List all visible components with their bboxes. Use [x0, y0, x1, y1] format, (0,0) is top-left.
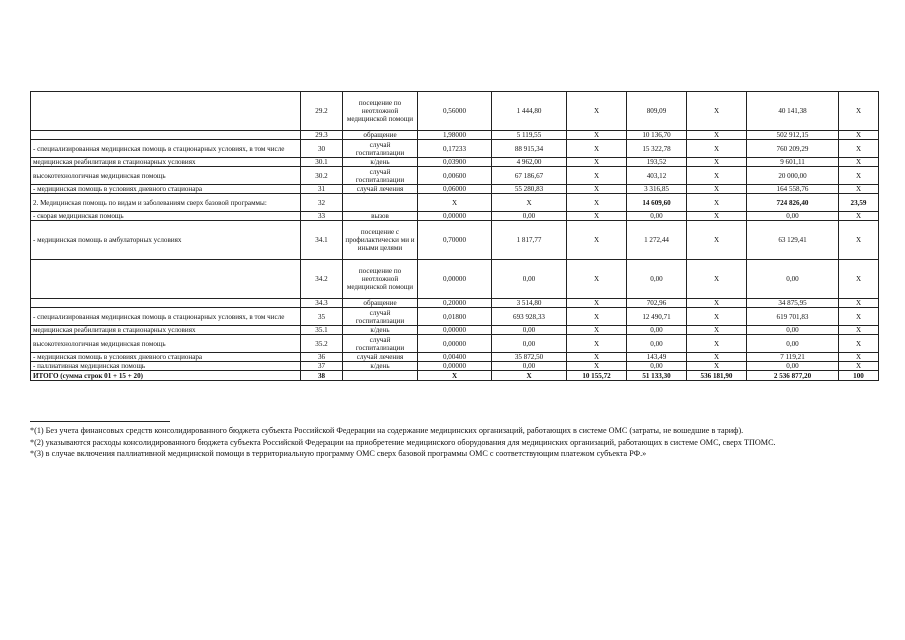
cell-unit: случай госпитализации — [343, 167, 418, 185]
cell-sum-oms: 164 558,76 — [747, 185, 839, 194]
cell-row-name: - паллиативная медицинская помощь — [31, 362, 301, 371]
cell-row-number: 30 — [301, 140, 343, 158]
cell-volume: 1,98000 — [418, 131, 492, 140]
cell-sum-oms: 7 119,21 — [747, 353, 839, 362]
cell-row-number: 38 — [301, 371, 343, 381]
cell-per-capita-oms: 0,00 — [627, 212, 687, 221]
cell-per-capita-budget: X — [567, 308, 627, 326]
cell-unit: посещение по неотложной медицинской помощи — [343, 260, 418, 299]
cell-sum-oms: 9 601,11 — [747, 158, 839, 167]
cell-cost-per-unit: 0,00 — [492, 335, 567, 353]
table-row — [31, 194, 879, 212]
cell-percent: X — [839, 167, 879, 185]
table-row — [31, 335, 879, 353]
cell-sum-budget: X — [687, 158, 747, 167]
cell-unit: к/день — [343, 158, 418, 167]
cell-cost-per-unit: 0,00 — [492, 260, 567, 299]
table-row — [31, 362, 879, 371]
cell-sum-budget: X — [687, 260, 747, 299]
cell-row-number: 35.2 — [301, 335, 343, 353]
table-row — [31, 185, 879, 194]
cell-sum-oms: 760 209,29 — [747, 140, 839, 158]
footnote-3: *(3) в случае включения паллиативной медицинской помощи в территориальную программу ОМС сверх базовой программы ОМС с соответствующим платежом субъекта РФ.» — [30, 449, 647, 458]
cell-per-capita-budget: X — [567, 353, 627, 362]
cell-cost-per-unit: X — [492, 371, 567, 381]
cell-row-number: 31 — [301, 185, 343, 194]
cell-unit: посещение по неотложной медицинской помощи — [343, 92, 418, 131]
cell-cost-per-unit: 3 514,80 — [492, 299, 567, 308]
cell-percent: X — [839, 158, 879, 167]
cell-row-name: - специализированная медицинская помощь в стационарных условиях, в том числе — [31, 308, 301, 326]
cell-sum-oms: 619 701,83 — [747, 308, 839, 326]
cell-volume: 0,20000 — [418, 299, 492, 308]
table-row — [31, 167, 879, 185]
footnotes — [30, 421, 878, 461]
cell-per-capita-budget: X — [567, 158, 627, 167]
footnote-rule — [30, 421, 170, 422]
cell-row-name: ИТОГО (сумма строк 01 + 15 + 20) — [31, 371, 301, 381]
table-row — [31, 260, 879, 299]
cell-row-number: 29.2 — [301, 92, 343, 131]
cell-row-number: 36 — [301, 353, 343, 362]
table-row — [31, 140, 879, 158]
cell-cost-per-unit: 0,00 — [492, 362, 567, 371]
cell-unit: обращение — [343, 131, 418, 140]
cell-cost-per-unit: 1 444,80 — [492, 92, 567, 131]
cell-row-name — [31, 260, 301, 299]
cell-volume: 0,00000 — [418, 326, 492, 335]
table-row — [31, 131, 879, 140]
cell-unit: обращение — [343, 299, 418, 308]
cell-cost-per-unit: 88 915,34 — [492, 140, 567, 158]
cell-sum-budget: X — [687, 362, 747, 371]
table-row — [31, 212, 879, 221]
cell-row-number: 34.1 — [301, 221, 343, 260]
cell-cost-per-unit: 693 928,33 — [492, 308, 567, 326]
cell-percent: X — [839, 353, 879, 362]
cell-per-capita-oms: 403,12 — [627, 167, 687, 185]
cell-percent: X — [839, 140, 879, 158]
cell-row-number: 30.2 — [301, 167, 343, 185]
cell-per-capita-oms: 0,00 — [627, 335, 687, 353]
cell-percent: X — [839, 326, 879, 335]
financing-table — [30, 91, 879, 381]
cell-sum-oms: 63 129,41 — [747, 221, 839, 260]
cell-row-number: 32 — [301, 194, 343, 212]
table-row — [31, 158, 879, 167]
cell-sum-oms: 0,00 — [747, 212, 839, 221]
cell-row-name: медицинская реабилитация в стационарных условиях — [31, 326, 301, 335]
cell-row-name: 2. Медицинская помощь по видам и заболеваниям сверх базовой программы: — [31, 194, 301, 212]
cell-row-name: - медицинская помощь в условиях дневного стационара — [31, 353, 301, 362]
cell-row-name: - медицинская помощь в амбулаторных условиях — [31, 221, 301, 260]
cell-unit: посещение с профилактически ми и иными целями — [343, 221, 418, 260]
cell-percent: X — [839, 131, 879, 140]
footnote-1: *(1) Без учета финансовых средств консолидированного бюджета субъекта Российской Федерации на содержание медицинских организаций, работающих в системе ОМС (затраты, не вошедшие в тариф). — [30, 426, 744, 435]
table-row — [31, 308, 879, 326]
cell-percent: X — [839, 212, 879, 221]
cell-unit — [343, 371, 418, 381]
cell-sum-oms: 34 875,95 — [747, 299, 839, 308]
cell-percent: X — [839, 221, 879, 260]
cell-volume: 0,56000 — [418, 92, 492, 131]
cell-per-capita-oms: 14 609,60 — [627, 194, 687, 212]
cell-volume: 0,06000 — [418, 185, 492, 194]
cell-volume: 0,00000 — [418, 362, 492, 371]
cell-sum-budget: X — [687, 299, 747, 308]
cell-row-number: 34.3 — [301, 299, 343, 308]
cell-sum-oms: 0,00 — [747, 335, 839, 353]
cell-per-capita-oms: 0,00 — [627, 362, 687, 371]
cell-per-capita-budget: X — [567, 185, 627, 194]
cell-per-capita-oms: 143,49 — [627, 353, 687, 362]
cell-percent: X — [839, 260, 879, 299]
cell-sum-budget: X — [687, 92, 747, 131]
cell-volume: 0,01800 — [418, 308, 492, 326]
cell-per-capita-budget: X — [567, 326, 627, 335]
cell-per-capita-oms: 10 136,70 — [627, 131, 687, 140]
cell-percent: X — [839, 335, 879, 353]
cell-unit: вызов — [343, 212, 418, 221]
cell-sum-budget: X — [687, 353, 747, 362]
cell-volume: 0,00000 — [418, 260, 492, 299]
cell-per-capita-oms: 193,52 — [627, 158, 687, 167]
cell-sum-oms: 0,00 — [747, 362, 839, 371]
cell-volume: 0,70000 — [418, 221, 492, 260]
cell-volume: 0,00000 — [418, 212, 492, 221]
cell-row-number: 35 — [301, 308, 343, 326]
cell-row-name: медицинская реабилитация в стационарных условиях — [31, 158, 301, 167]
cell-per-capita-budget: X — [567, 194, 627, 212]
cell-sum-budget: X — [687, 185, 747, 194]
cell-sum-oms: 20 000,00 — [747, 167, 839, 185]
cell-per-capita-budget: X — [567, 335, 627, 353]
cell-unit: случай госпитализации — [343, 308, 418, 326]
cell-cost-per-unit: 0,00 — [492, 212, 567, 221]
cell-row-number: 30.1 — [301, 158, 343, 167]
cell-percent: X — [839, 92, 879, 131]
cell-per-capita-budget: X — [567, 140, 627, 158]
table-row — [31, 92, 879, 131]
cell-sum-budget: X — [687, 212, 747, 221]
cell-percent: 23,59 — [839, 194, 879, 212]
cell-row-name: - специализированная медицинская помощь в стационарных условиях, в том числе — [31, 140, 301, 158]
cell-volume: 0,00000 — [418, 335, 492, 353]
cell-sum-oms: 724 826,40 — [747, 194, 839, 212]
table-row — [31, 326, 879, 335]
cell-row-name: высокотехнологичная медицинская помощь — [31, 335, 301, 353]
cell-per-capita-budget: X — [567, 260, 627, 299]
cell-unit: случай лечения — [343, 353, 418, 362]
cell-row-name — [31, 299, 301, 308]
cell-row-name — [31, 92, 301, 131]
cell-row-number: 35.1 — [301, 326, 343, 335]
cell-per-capita-budget: X — [567, 167, 627, 185]
cell-unit: к/день — [343, 326, 418, 335]
cell-volume: 0,00600 — [418, 167, 492, 185]
cell-per-capita-oms: 0,00 — [627, 326, 687, 335]
cell-volume: 0,17233 — [418, 140, 492, 158]
cell-percent: X — [839, 299, 879, 308]
cell-per-capita-oms: 15 322,78 — [627, 140, 687, 158]
cell-row-name: - медицинская помощь в условиях дневного стационара — [31, 185, 301, 194]
cell-per-capita-oms: 3 316,85 — [627, 185, 687, 194]
cell-unit: к/день — [343, 362, 418, 371]
cell-sum-budget: X — [687, 335, 747, 353]
cell-percent: 100 — [839, 371, 879, 381]
cell-per-capita-oms: 702,96 — [627, 299, 687, 308]
cell-per-capita-budget: X — [567, 221, 627, 260]
cell-per-capita-budget: X — [567, 212, 627, 221]
cell-row-number: 34.2 — [301, 260, 343, 299]
cell-per-capita-budget: 10 155,72 — [567, 371, 627, 381]
cell-sum-budget: X — [687, 308, 747, 326]
cell-per-capita-oms: 12 490,71 — [627, 308, 687, 326]
cell-cost-per-unit: 4 962,00 — [492, 158, 567, 167]
cell-unit: случай госпитализации — [343, 335, 418, 353]
cell-per-capita-oms: 1 272,44 — [627, 221, 687, 260]
cell-sum-oms: 0,00 — [747, 326, 839, 335]
cell-percent: X — [839, 362, 879, 371]
cell-sum-oms: 0,00 — [747, 260, 839, 299]
cell-volume: 0,03900 — [418, 158, 492, 167]
cell-percent: X — [839, 185, 879, 194]
table-row — [31, 221, 879, 260]
cell-sum-budget: X — [687, 221, 747, 260]
cell-cost-per-unit: 1 817,77 — [492, 221, 567, 260]
cell-volume: X — [418, 194, 492, 212]
footnote-2: *(2) указываются расходы консолидированного бюджета субъекта Российской Федерации на приобретение медицинского оборудования для медицинских организаций, работающих в системе ОМС, сверх ТПОМС. — [30, 437, 776, 447]
cell-cost-per-unit: 35 872,50 — [492, 353, 567, 362]
cell-per-capita-oms: 809,09 — [627, 92, 687, 131]
cell-sum-budget: X — [687, 326, 747, 335]
cell-cost-per-unit: 67 186,67 — [492, 167, 567, 185]
cell-per-capita-oms: 0,00 — [627, 260, 687, 299]
cell-unit — [343, 194, 418, 212]
cell-row-name: высокотехнологичная медицинская помощь — [31, 167, 301, 185]
cell-sum-budget: X — [687, 131, 747, 140]
table-row — [31, 353, 879, 362]
cell-row-number: 33 — [301, 212, 343, 221]
cell-cost-per-unit: 0,00 — [492, 326, 567, 335]
cell-sum-oms: 502 912,15 — [747, 131, 839, 140]
cell-sum-budget: X — [687, 167, 747, 185]
cell-per-capita-budget: X — [567, 362, 627, 371]
table-row — [31, 371, 879, 381]
cell-cost-per-unit: 55 280,83 — [492, 185, 567, 194]
cell-percent: X — [839, 308, 879, 326]
cell-sum-budget: 536 181,90 — [687, 371, 747, 381]
cell-per-capita-budget: X — [567, 131, 627, 140]
cell-row-number: 29.3 — [301, 131, 343, 140]
cell-cost-per-unit: 5 119,55 — [492, 131, 567, 140]
cell-sum-oms: 2 536 877,20 — [747, 371, 839, 381]
cell-per-capita-oms: 51 133,30 — [627, 371, 687, 381]
cell-row-number: 37 — [301, 362, 343, 371]
cell-volume: 0,00400 — [418, 353, 492, 362]
table-row — [31, 299, 879, 308]
cell-unit: случай лечения — [343, 185, 418, 194]
cell-sum-budget: X — [687, 194, 747, 212]
cell-volume: X — [418, 371, 492, 381]
cell-unit: случай госпитализации — [343, 140, 418, 158]
cell-cost-per-unit: X — [492, 194, 567, 212]
cell-sum-budget: X — [687, 140, 747, 158]
cell-row-name: - скорая медицинская помощь — [31, 212, 301, 221]
cell-row-name — [31, 131, 301, 140]
cell-per-capita-budget: X — [567, 92, 627, 131]
cell-sum-oms: 40 141,38 — [747, 92, 839, 131]
cell-per-capita-budget: X — [567, 299, 627, 308]
